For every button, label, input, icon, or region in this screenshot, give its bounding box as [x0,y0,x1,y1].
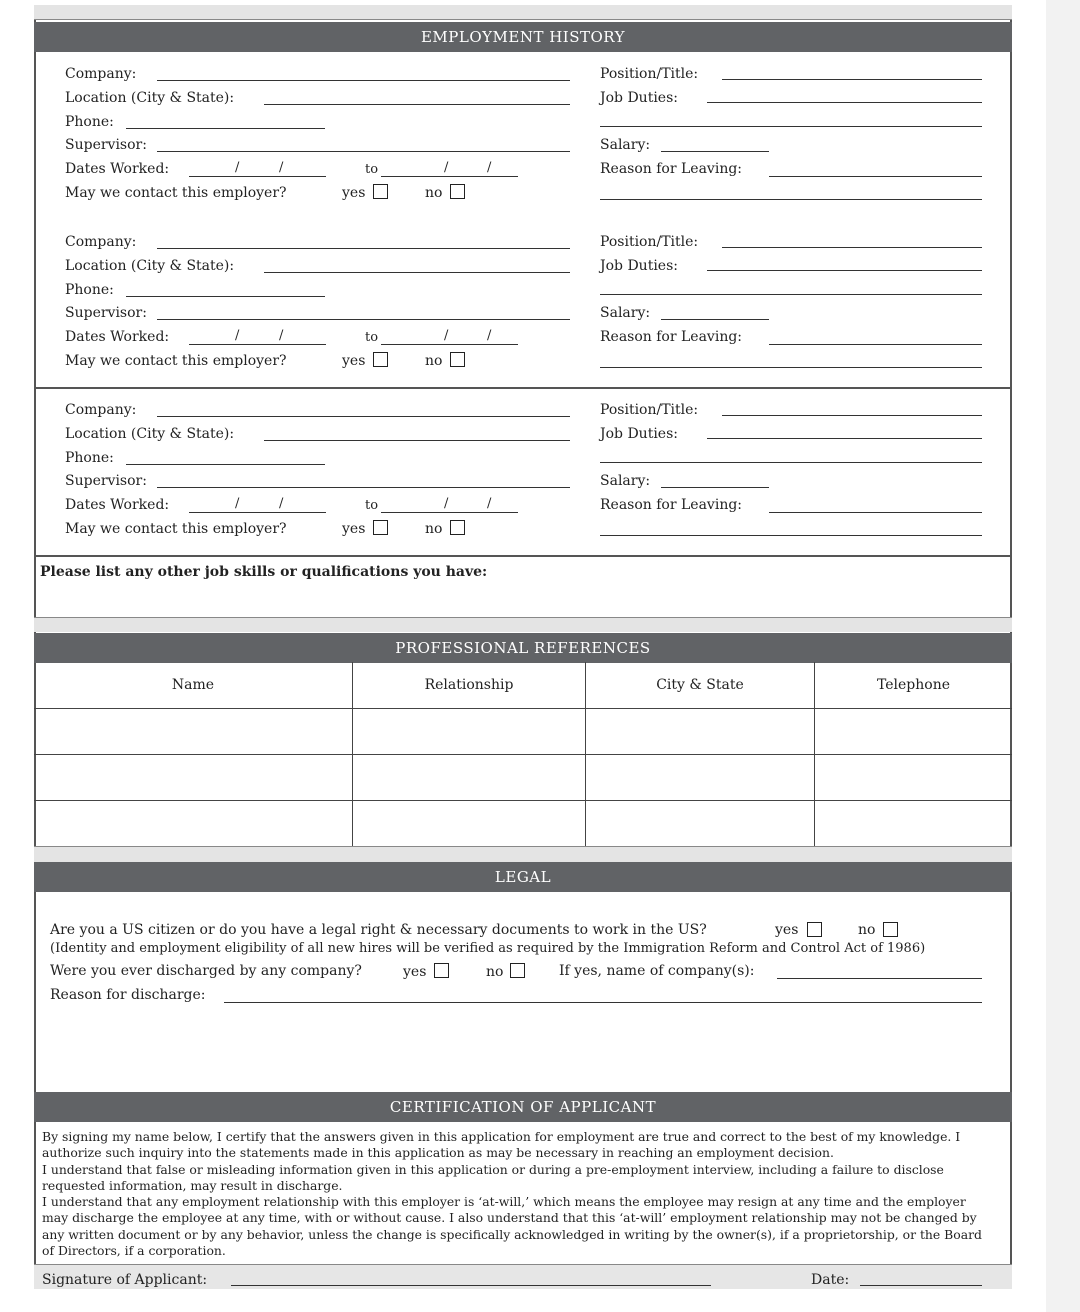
reference-cell[interactable] [586,801,814,845]
salary-field[interactable] [661,319,769,320]
contact-question: May we contact this employer? [65,185,287,201]
dates-from-field[interactable] [189,512,326,513]
dates-to-field[interactable] [381,512,518,513]
job-duties-field[interactable] [707,102,982,103]
citizen-no-label: no [858,922,876,938]
reason-leaving-label: Reason for Leaving: [600,161,743,177]
legal-title: LEGAL [494,868,552,886]
salary-label: Salary: [600,473,651,489]
location-label: Location (City & State): [65,90,235,106]
references-strip [34,617,1012,632]
reason-leaving-field[interactable] [769,344,982,345]
dates-to-label: to [365,162,379,177]
salary-label: Salary: [600,137,651,153]
discharged-no-label: no [486,964,504,980]
position-label: Position/Title: [600,402,699,418]
col-telephone: Telephone [876,677,950,693]
dates-from-field[interactable] [189,176,326,177]
reason-leaving-field-2[interactable] [600,199,982,200]
legal-strip [34,846,1012,862]
location-field[interactable] [264,104,570,105]
dates-to-field[interactable] [381,176,518,177]
date-field[interactable] [860,1285,982,1286]
job-duties-field[interactable] [707,270,982,271]
position-field[interactable] [722,79,982,80]
date-slash: / [235,496,240,511]
contact-question: May we contact this employer? [65,521,287,537]
company-label: Company: [65,66,137,82]
references-header [34,633,1012,663]
certification-title: CERTIFICATION OF APPLICANT [389,1098,657,1116]
contact-yes-label: yes [342,353,366,369]
position-field[interactable] [722,415,982,416]
phone-field[interactable] [126,128,325,129]
phone-field[interactable] [126,464,325,465]
supervisor-field[interactable] [157,319,570,320]
job-duties-field-2[interactable] [600,462,982,463]
job-duties-field-2[interactable] [600,126,982,127]
reason-leaving-label: Reason for Leaving: [600,329,743,345]
col-relationship: Relationship [424,677,514,693]
dates-from-field[interactable] [189,344,326,345]
citizen-note: (Identity and employment eligibility of all new hires will be verified as required by the Immigration Reform and Control Act of 1986) [50,941,926,956]
contact-yes-label: yes [342,185,366,201]
location-field[interactable] [264,272,570,273]
citizen-yes-checkbox[interactable] [807,922,822,937]
date-slash: / [487,160,492,175]
salary-field[interactable] [661,487,769,488]
top-strip [34,5,1012,20]
dates-worked-label: Dates Worked: [65,329,170,345]
date-slash: / [444,160,449,175]
phone-label: Phone: [65,114,114,130]
legal-header [34,862,1012,892]
employment-history-title: EMPLOYMENT HISTORY [420,28,626,46]
reference-cell[interactable] [34,709,352,753]
skills-prompt: Please list any other job skills or qualifications you have: [40,564,488,580]
employer-divider [34,387,1012,389]
certification-header [34,1092,1012,1122]
reference-cell[interactable] [586,755,814,799]
supervisor-label: Supervisor: [65,473,147,489]
certification-paragraph-3: I understand that any employment relationship with this employer is ‘at-will,’ which means the employee may resign at any time and the employer may discharge the employee at any time, with or without cause. I also understand that this ‘at-will’ employment relationship may not be changed by any written document or by any behavior, unless the change is specifically acknowledged in writing by the owner(s), if a proprietorship, or the Board of Directors, if a corporation. [42,1194,982,1259]
discharge-reason-label: Reason for discharge: [50,987,206,1003]
contact-no-checkbox[interactable] [450,520,465,535]
certification-paragraph-1: By signing my name below, I certify that the answers given in this application for employment are true and correct to the best of my knowledge. I authorize such inquiry into the statements made in this application as may be necessary in reaching an employment decision. [42,1129,961,1161]
company-label: Company: [65,234,137,250]
contact-yes-checkbox[interactable] [373,352,388,367]
reference-cell[interactable] [815,709,1012,753]
contact-no-checkbox[interactable] [450,352,465,367]
date-slash: / [279,160,284,175]
discharge-reason-field[interactable] [224,1002,982,1003]
discharged-question: Were you ever discharged by any company? [50,963,362,979]
date-slash: / [487,328,492,343]
dates-to-label: to [365,498,379,513]
contact-no-label: no [425,521,443,537]
company-field[interactable] [157,80,570,81]
job-duties-label: Job Duties: [600,90,678,106]
contact-question: May we contact this employer? [65,353,287,369]
employment-bottom-divider [34,555,1012,557]
job-duties-label: Job Duties: [600,258,678,274]
discharged-no-checkbox[interactable] [510,963,525,978]
phone-field[interactable] [126,296,325,297]
position-label: Position/Title: [600,66,699,82]
contact-yes-checkbox[interactable] [373,184,388,199]
phone-label: Phone: [65,450,114,466]
date-slash: / [279,328,284,343]
date-slash: / [235,160,240,175]
position-label: Position/Title: [600,234,699,250]
citizen-question: Are you a US citizen or do you have a legal right & necessary documents to work in the US? [50,922,707,938]
reference-cell[interactable] [815,755,1012,799]
signature-label: Signature of Applicant: [42,1272,208,1288]
date-slash: / [444,328,449,343]
citizen-yes-label: yes [775,922,799,938]
reference-cell[interactable] [353,755,585,799]
discharged-yes-checkbox[interactable] [434,963,449,978]
dates-worked-label: Dates Worked: [65,161,170,177]
reference-cell[interactable] [353,801,585,845]
contact-yes-checkbox[interactable] [373,520,388,535]
references-title: PROFESSIONAL REFERENCES [395,639,651,657]
job-duties-label: Job Duties: [600,426,678,442]
signature-field[interactable] [231,1285,711,1286]
location-label: Location (City & State): [65,426,235,442]
skills-input-area[interactable] [34,582,1012,616]
location-label: Location (City & State): [65,258,235,274]
reference-cell[interactable] [815,801,1012,845]
salary-field[interactable] [661,151,769,152]
job-duties-field-2[interactable] [600,294,982,295]
citizen-no-checkbox[interactable] [883,922,898,937]
reason-leaving-field-2[interactable] [600,367,982,368]
company-field[interactable] [157,416,570,417]
reason-leaving-field[interactable] [769,512,982,513]
discharge-company-field[interactable] [777,978,982,979]
supervisor-field[interactable] [157,151,570,152]
date-slash: / [444,496,449,511]
supervisor-label: Supervisor: [65,137,147,153]
location-field[interactable] [264,440,570,441]
job-duties-field[interactable] [707,438,982,439]
company-label: Company: [65,402,137,418]
supervisor-label: Supervisor: [65,305,147,321]
contact-yes-label: yes [342,521,366,537]
dates-to-label: to [365,330,379,345]
reason-leaving-label: Reason for Leaving: [600,497,743,513]
company-field[interactable] [157,248,570,249]
date-slash: / [487,496,492,511]
reference-cell[interactable] [34,755,352,799]
reference-cell[interactable] [353,709,585,753]
reference-cell[interactable] [34,801,352,845]
contact-no-label: no [425,185,443,201]
certification-text [42,1129,992,1259]
date-slash: / [279,496,284,511]
phone-label: Phone: [65,282,114,298]
col-city-state: City & State [656,677,744,693]
certification-paragraph-2: I understand that false or misleading information given in this application or during a pre-employment interview, including a failure to disclose requested information, may result in discharge. [42,1161,944,1193]
supervisor-field[interactable] [157,487,570,488]
reason-leaving-field[interactable] [769,176,982,177]
reference-cell[interactable] [586,709,814,753]
contact-no-checkbox[interactable] [450,184,465,199]
date-label: Date: [811,1272,850,1288]
salary-label: Salary: [600,305,651,321]
dates-worked-label: Dates Worked: [65,497,170,513]
position-field[interactable] [722,247,982,248]
dates-to-field[interactable] [381,344,518,345]
discharged-yes-label: yes [403,964,427,980]
col-name: Name [171,677,215,693]
date-slash: / [235,328,240,343]
contact-no-label: no [425,353,443,369]
discharge-company-label: If yes, name of company(s): [559,963,755,979]
employment-history-header [34,22,1012,52]
reason-leaving-field-2[interactable] [600,535,982,536]
